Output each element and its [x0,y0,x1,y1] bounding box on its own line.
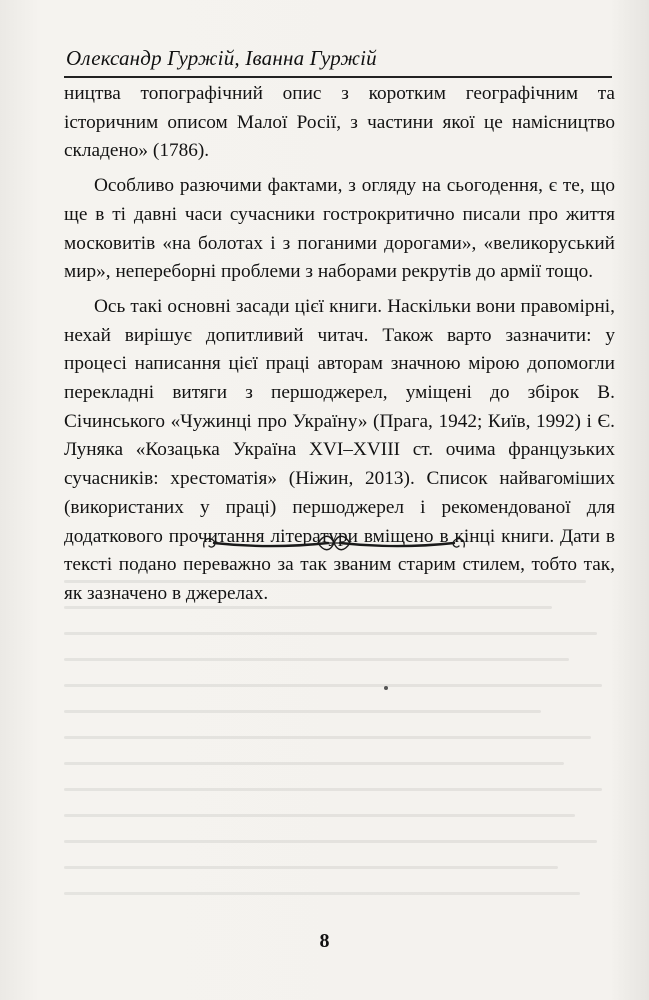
speck [384,686,388,690]
paragraph-continuation: ництва топографічний опис з коротким географічним та історичним описом Малої Росії, з частини якої це намісництво складено» (1786). [64,83,615,162]
paragraph-facts: Особливо разючими фактами, з огляду на сьогодення, є те, що ще в ті давні часи сучасники гострокритично писали про життя московитів «на болотах і з поганими дорогами», «великоруський мир», непереборні проблеми з наборами рекрутів до армії тощо. [64,175,615,283]
page-number: 8 [319,930,330,952]
flourish-ornament-icon [200,528,468,558]
header-rule [64,76,612,78]
show-through-text [64,580,619,920]
running-head-authors: Олександр Гуржій, Іванна Гуржій [66,46,377,70]
paragraph-principles: Ось такі основні засади цієї книги. Наскільки вони правомірні, нехай вирішує допитливий читач. Також варто зазначити: у процесі написання цієї праці авторам значною мірою допомогли перекладні витяги з першоджерел, уміщені до збірок В. Січинського «Чужинці про Україну» (Прага, 1942; Київ, 1992) і Є. Луняка «Козацька Україна XVI–XVIII ст. очима французьких сучасників: хрестоматія» (Ніжин, 2013). Список найвагоміших (використаних у праці) першоджерел і рекомендованої для додаткового прочитання літератури вміщено в кінці книги. Дати в тексті подано переважно за так званим старим стилем, тобто так, як зазначено в джерелах. [64,295,615,604]
